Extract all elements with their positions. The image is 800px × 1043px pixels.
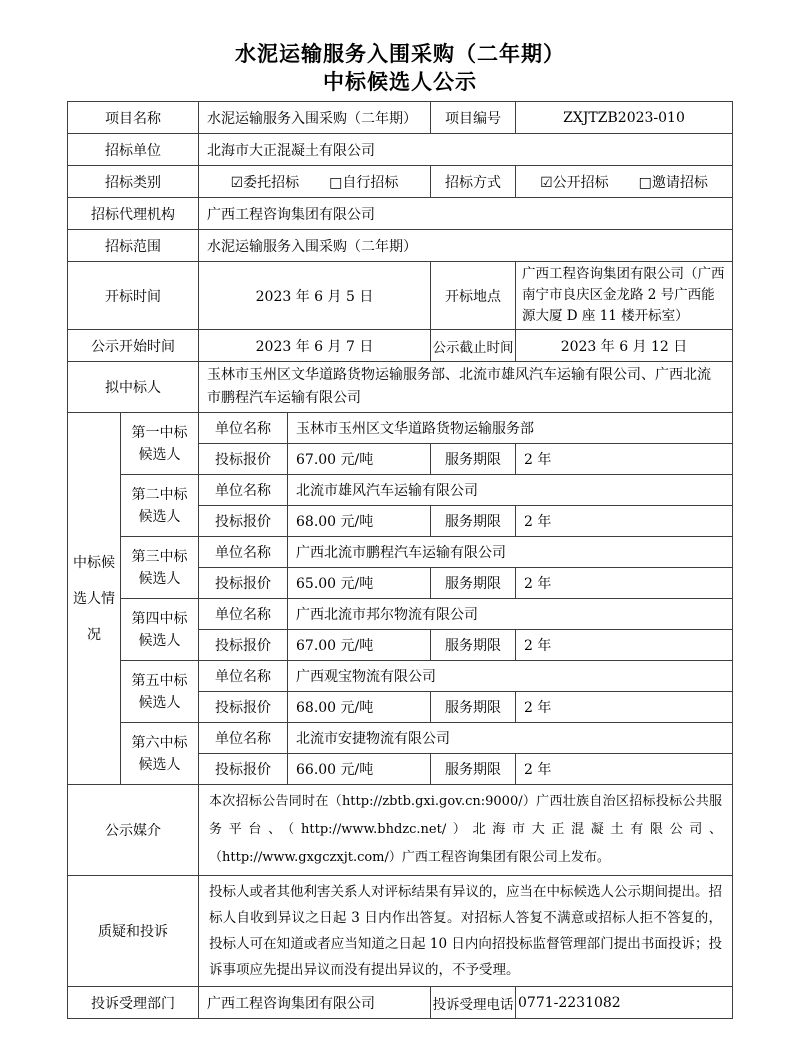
agency-value: 广西工程咨询集团有限公司: [199, 198, 733, 230]
candidate-2-ordinal: 第二中标候选人: [121, 475, 199, 537]
bid-method-label: 招标方式: [431, 166, 516, 198]
complaint-phone-label: 投诉受理电话: [431, 987, 516, 1019]
checkbox-option-label: 自行招标: [342, 174, 399, 191]
publicity-end-label: 公示截止时间: [431, 330, 516, 362]
bid-category-option-entrusted: [231, 172, 300, 192]
term-label: 服务期限: [431, 568, 516, 599]
candidate-2-price: 68.00 元/吨: [288, 506, 431, 537]
candidate-1-ordinal: 第一中标候选人: [121, 413, 199, 475]
complaint-phone-value: 0771-2231082: [516, 987, 733, 1019]
candidate-3-price: 65.00 元/吨: [288, 568, 431, 599]
document-title: [0, 0, 800, 96]
checkbox-option-label: 邀请招标: [651, 174, 708, 191]
project-no-label: 项目编号: [431, 102, 516, 134]
checkbox-unchecked-icon: □: [638, 174, 652, 191]
price-label: 投标报价: [199, 506, 288, 537]
candidate-5-ordinal: 第五中标候选人: [121, 661, 199, 723]
title-line-2: 中标候选人公示: [323, 69, 477, 94]
price-label: 投标报价: [199, 692, 288, 723]
project-name-value: 水泥运输服务入围采购（二年期）: [199, 102, 431, 134]
price-label: 投标报价: [199, 568, 288, 599]
candidate-row: [68, 599, 733, 630]
open-time-value: 2023 年 6 月 5 日: [199, 262, 431, 330]
open-place-value: 广西工程咨询集团有限公司（广西南宁市良庆区金龙路 2 号广西能源大厦 D 座 11 楼开标室）: [516, 262, 733, 330]
agency-label: 招标代理机构: [68, 198, 199, 230]
table-row: [68, 230, 733, 262]
candidate-4-price: 67.00 元/吨: [288, 630, 431, 661]
open-place-label: 开标地点: [431, 262, 516, 330]
project-no-value: ZXJTZB2023-010: [516, 102, 733, 134]
complaint-dept-label: 投诉受理部门: [68, 987, 199, 1019]
table-row: [68, 330, 733, 362]
candidate-6-unit: 北流市安捷物流有限公司: [288, 723, 733, 754]
tender-unit-value: 北海市大正混凝土有限公司: [199, 134, 733, 166]
candidate-6-ordinal: 第六中标候选人: [121, 723, 199, 785]
bid-category-options: [199, 166, 431, 198]
announcement-table: [67, 101, 733, 1019]
unit-name-label: 单位名称: [199, 537, 288, 568]
scope-value: 水泥运输服务入围采购（二年期）: [199, 230, 733, 262]
tender-unit-label: 招标单位: [68, 134, 199, 166]
open-time-label: 开标时间: [68, 262, 199, 330]
candidate-3-unit: 广西北流市鹏程汽车运输有限公司: [288, 537, 733, 568]
candidate-4-ordinal: 第四中标候选人: [121, 599, 199, 661]
bid-method-options: [516, 166, 733, 198]
project-name-label: 项目名称: [68, 102, 199, 134]
term-label: 服务期限: [431, 692, 516, 723]
checkbox-checked-icon: ☑: [540, 174, 553, 191]
publicity-start-label: 公示开始时间: [68, 330, 199, 362]
bid-category-option-self: [329, 172, 398, 192]
unit-name-label: 单位名称: [199, 723, 288, 754]
bid-category-label: 招标类别: [68, 166, 199, 198]
checkbox-checked-icon: ☑: [230, 174, 244, 191]
table-row: [68, 987, 733, 1019]
candidate-4-term: 2 年: [516, 630, 733, 661]
bid-method-option-open: [540, 172, 609, 192]
candidate-row: [68, 475, 733, 506]
candidate-6-price: 66.00 元/吨: [288, 754, 431, 785]
publicity-start-value: 2023 年 6 月 7 日: [199, 330, 431, 362]
candidate-1-unit: 玉林市玉州区文华道路货物运输服务部: [288, 413, 733, 444]
objection-label: 质疑和投诉: [68, 876, 199, 987]
candidate-1-price: 67.00 元/吨: [288, 444, 431, 475]
table-row: [68, 134, 733, 166]
proposed-winner-value: 玉林市玉州区文华道路货物运输服务部、北流市雄风汽车运输有限公司、广西北流市鹏程汽车运输有限公司: [199, 362, 733, 413]
checkbox-option-label: 委托招标: [243, 174, 300, 191]
candidate-5-price: 68.00 元/吨: [288, 692, 431, 723]
candidate-row: [68, 723, 733, 754]
price-label: 投标报价: [199, 754, 288, 785]
candidate-row: [68, 661, 733, 692]
candidate-5-term: 2 年: [516, 692, 733, 723]
title-line-1: 水泥运输服务入围采购（二年期）: [235, 41, 565, 66]
table-row: [68, 166, 733, 198]
table-row: [68, 876, 733, 987]
proposed-winner-label: 拟中标人: [68, 362, 199, 413]
scope-label: 招标范围: [68, 230, 199, 262]
media-label: 公示媒介: [68, 785, 199, 876]
price-label: 投标报价: [199, 444, 288, 475]
candidate-row: [68, 537, 733, 568]
media-text: 本次招标公告同时在（http://zbtb.gxi.gov.cn:9000/）广西壮族自治区招标投标公共服务平台、（http://www.bhdzc.net/）北海市大正混凝土有限公司、（http://www.gxgczxjt.com/）广西工程咨询集团有限公司上发布。: [199, 785, 733, 876]
candidate-3-ordinal: 第三中标候选人: [121, 537, 199, 599]
candidate-3-term: 2 年: [516, 568, 733, 599]
term-label: 服务期限: [431, 444, 516, 475]
term-label: 服务期限: [431, 754, 516, 785]
unit-name-label: 单位名称: [199, 599, 288, 630]
price-label: 投标报价: [199, 630, 288, 661]
table-row: [68, 102, 733, 134]
candidate-2-unit: 北流市雄风汽车运输有限公司: [288, 475, 733, 506]
term-label: 服务期限: [431, 630, 516, 661]
checkbox-option-label: 公开招标: [552, 174, 609, 191]
table-row: [68, 362, 733, 413]
publicity-end-value: 2023 年 6 月 12 日: [516, 330, 733, 362]
table-row: [68, 785, 733, 876]
checkbox-unchecked-icon: □: [329, 174, 343, 191]
objection-text: 投标人或者其他利害关系人对评标结果有异议的，应当在中标候选人公示期间提出。招标人自收到异议之日起 3 日内作出答复。对招标人答复不满意或招标人拒不答复的，投标人可在知道或者应当知道之日起 10 日内向招投标监督管理部门提出书面投诉；投诉事项应先提出异议而没有提出异议的，不予受理。: [199, 876, 733, 987]
table-row: [68, 198, 733, 230]
candidate-row: [68, 413, 733, 444]
candidate-4-unit: 广西北流市邦尔物流有限公司: [288, 599, 733, 630]
complaint-dept-value: 广西工程咨询集团有限公司: [199, 987, 431, 1019]
candidates-section-label: 中标候选人情况: [68, 413, 121, 785]
unit-name-label: 单位名称: [199, 475, 288, 506]
candidate-1-term: 2 年: [516, 444, 733, 475]
unit-name-label: 单位名称: [199, 413, 288, 444]
term-label: 服务期限: [431, 506, 516, 537]
bid-method-option-invited: [639, 172, 708, 192]
unit-name-label: 单位名称: [199, 661, 288, 692]
table-row: [68, 262, 733, 330]
candidate-6-term: 2 年: [516, 754, 733, 785]
candidate-5-unit: 广西观宝物流有限公司: [288, 661, 733, 692]
candidate-2-term: 2 年: [516, 506, 733, 537]
